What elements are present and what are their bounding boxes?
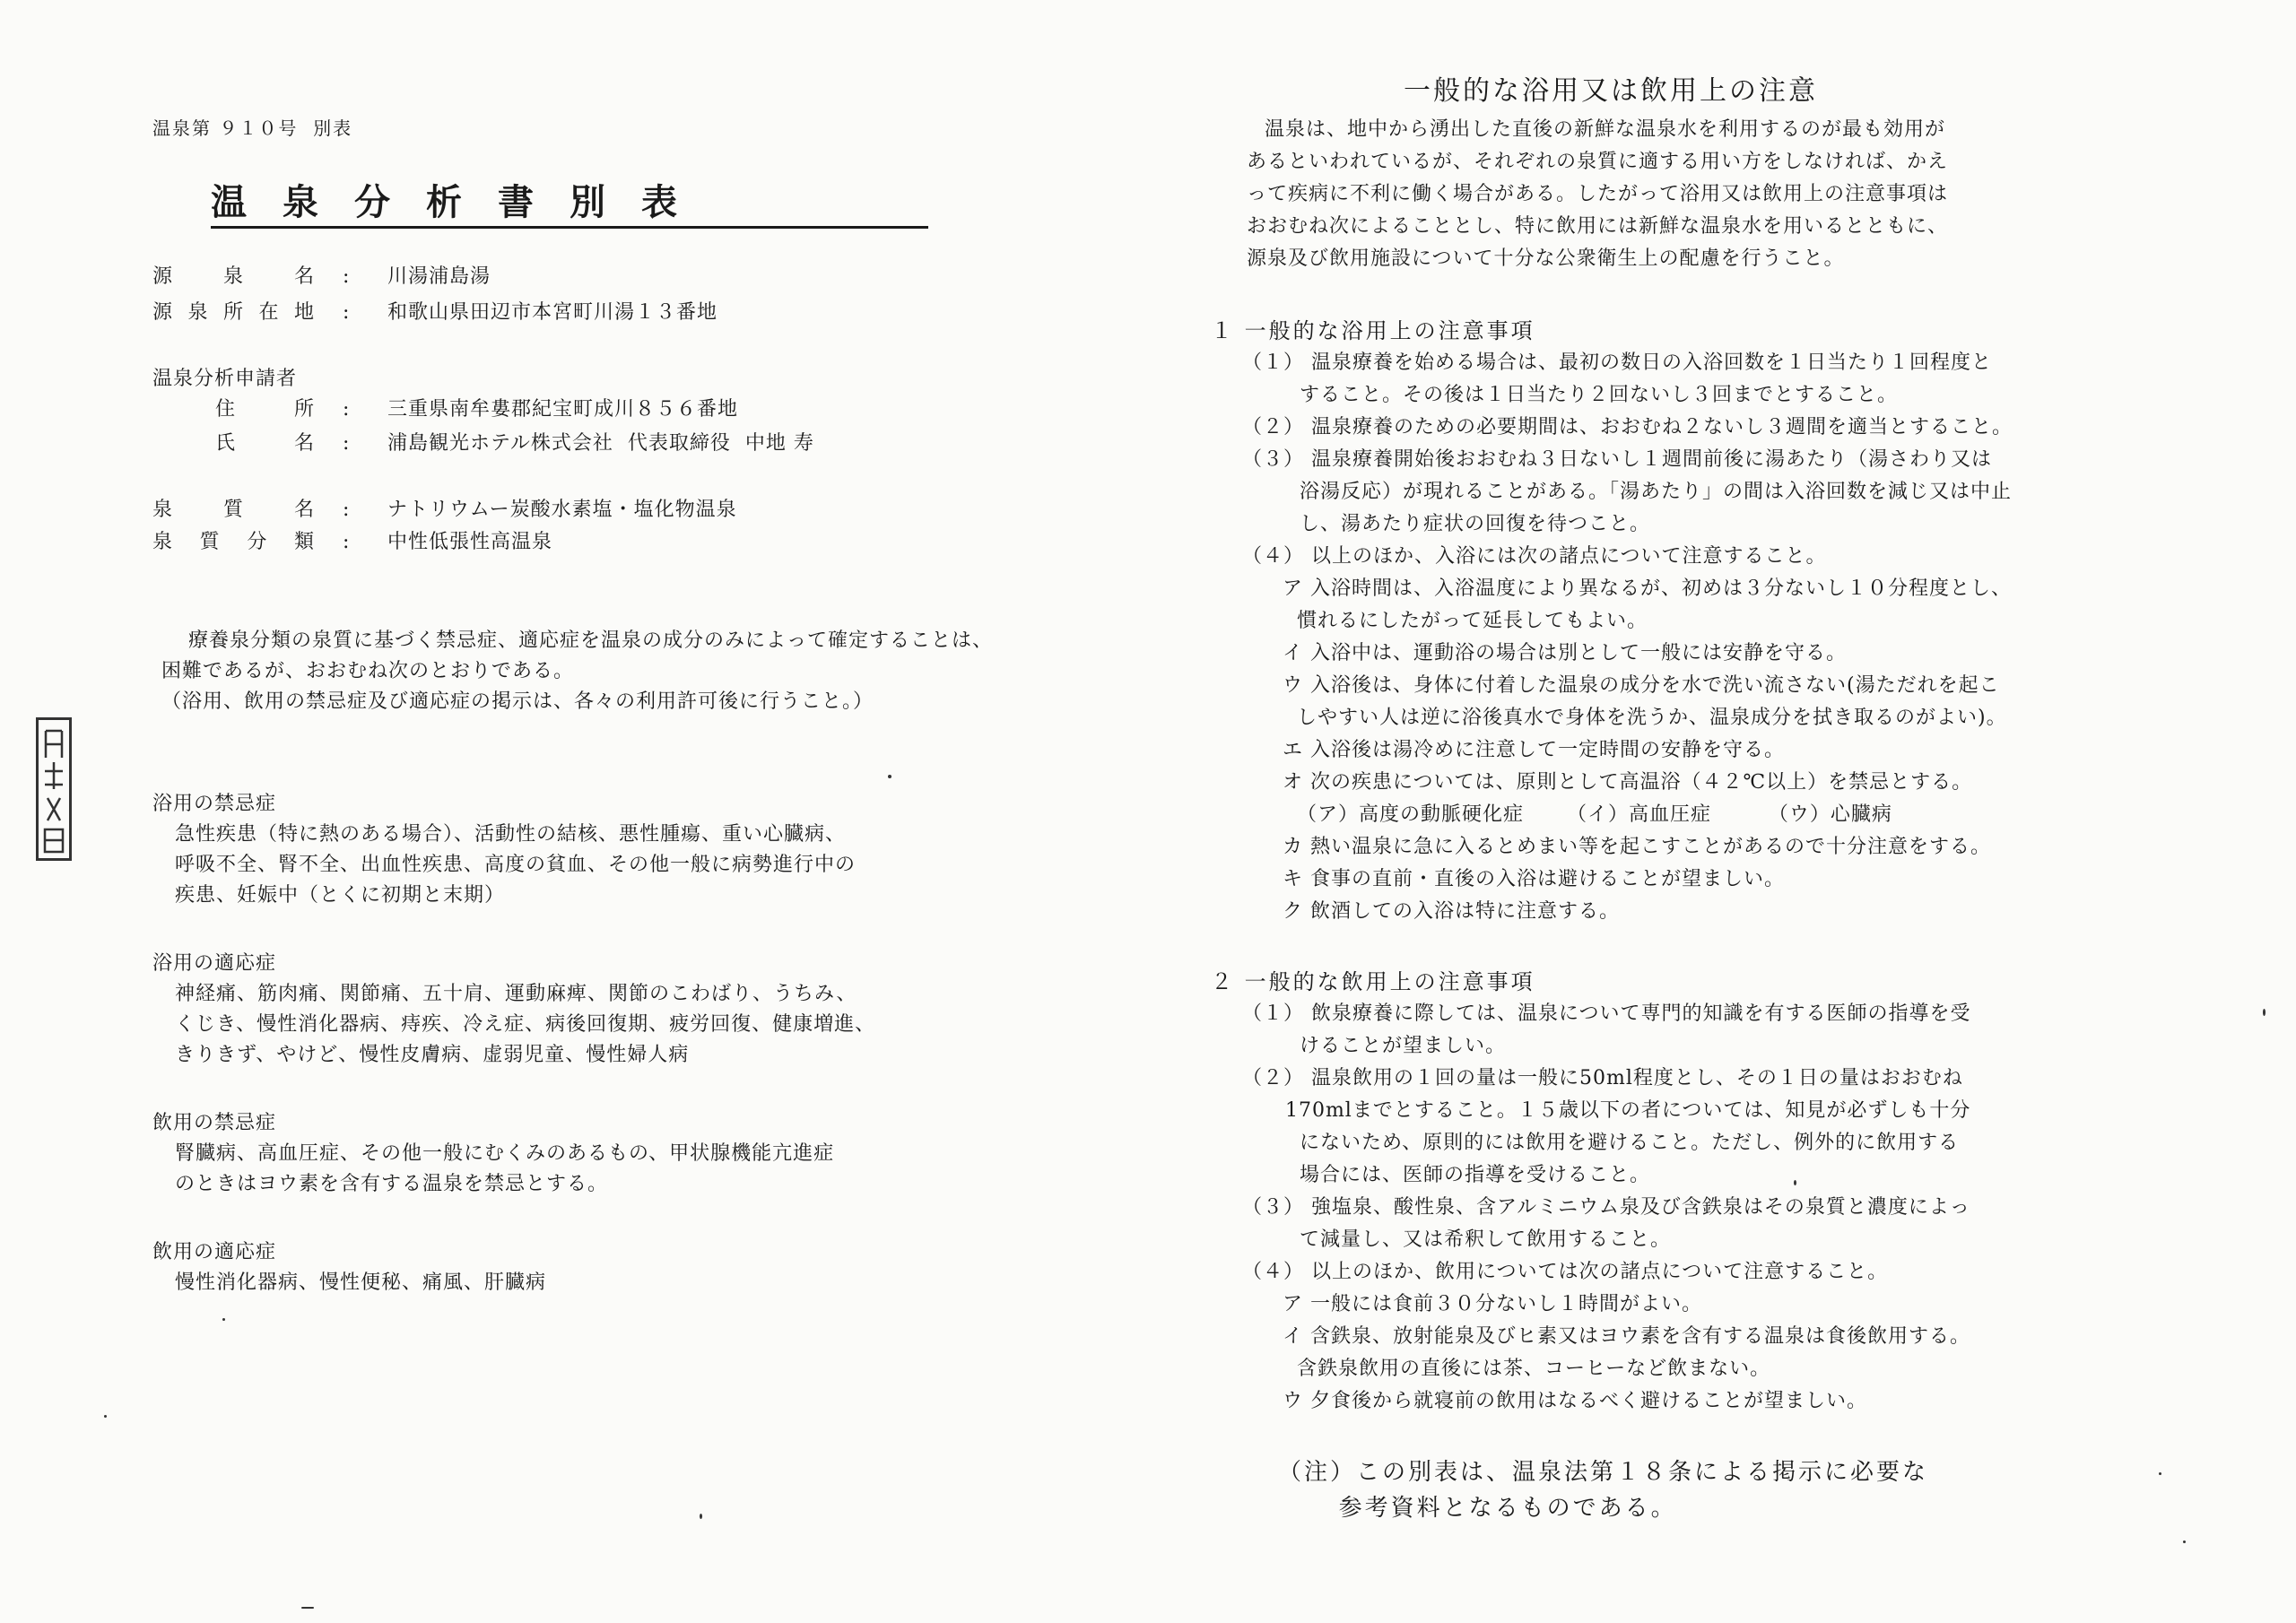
- scan-speck: [1794, 1180, 1796, 1185]
- bath-item: （２） 温泉療養のための必要期間は、おおむね２ないし３週間を適当とすること。: [1242, 416, 2013, 438]
- field-separator: :: [343, 432, 350, 455]
- drink-subitem: 含鉄泉飲用の直後には茶、コーヒーなど飲まない。: [1283, 1358, 1771, 1380]
- section-line: 急性疾患（特に熱のある場合）、活動性の結核、悪性腫瘍、重い心臓病、: [175, 823, 847, 846]
- bath-subitem: ア 入浴時間は、入浴温度により異なるが、初めは３分ないし１０分程度とし、: [1283, 577, 2012, 600]
- drink-item: けることが望ましい。: [1242, 1035, 1506, 1057]
- bath-item: 浴湯反応）が現れることがある。「湯あたり」の間は入浴回数を減じ又は中止: [1242, 481, 2012, 503]
- intro-line: 困難であるが、おおむね次のとおりである。: [161, 660, 575, 682]
- bath-subitem: エ 入浴後は湯冷めに注意して一定時間の安静を守る。: [1283, 739, 1785, 761]
- intro-line: あるといわれているが、それぞれの泉質に適する用い方をしなければ、かえ: [1247, 151, 1949, 173]
- bath-item: （４） 以上のほか、入浴には次の諸点について注意すること。: [1242, 545, 1827, 568]
- field-label: 住所: [215, 398, 314, 421]
- drink-item: （２） 温泉飲用の１回の量は一般に50ml程度とし、その１日の量はおおむね: [1242, 1067, 1963, 1089]
- bath-subitem: イ 入浴中は、運動浴の場合は別として一般には安静を守る。: [1283, 642, 1847, 664]
- document-title: 温泉分析書別表: [211, 179, 928, 229]
- field-value: 三重県南牟婁郡紀宝町成川８５６番地: [387, 398, 739, 421]
- section-line: くじき、慢性消化器病、痔疾、冷え症、病後回復期、疲労回復、健康増進、: [175, 1013, 876, 1036]
- bath-subitem: キ 食事の直前・直後の入浴は避けることが望ましい。: [1283, 868, 1785, 890]
- section-line: 神経痛、筋肉痛、関節痛、五十肩、運動麻痺、関節のこわばり、うちみ、: [175, 983, 857, 1005]
- field-separator: :: [343, 265, 350, 288]
- field-value: 和歌山県田辺市本宮町川湯１３番地: [387, 301, 718, 324]
- drink-item: （４） 以上のほか、飲用については次の諸点について注意すること。: [1242, 1261, 1889, 1283]
- field-label: 源泉所在地: [152, 301, 314, 324]
- drink-subitem: イ 含鉄泉、放射能泉及びヒ素又はヨウ素を含有する温泉は食後飲用する。: [1283, 1325, 1970, 1348]
- drink-item: 場合には、医師の指導を受けること。: [1242, 1164, 1650, 1186]
- drink-subitem: ア 一般には食前３０分ないし１時間がよい。: [1283, 1293, 1702, 1315]
- drink-item: （１） 飲泉療養に際しては、温泉について専門的知識を有する医師の指導を受: [1242, 1002, 1971, 1025]
- section-heading-bath-indications: 浴用の適応症: [152, 952, 277, 975]
- bath-item: （３） 温泉療養開始後おおむね３日ないし１週間前後に湯あたり（湯さわり又は: [1242, 448, 1992, 471]
- section-line: 慢性消化器病、慢性便秘、痛風、肝臓病: [175, 1271, 547, 1294]
- drink-item: 170mlまでとすること。１５歳以下の者については、知見が必ずしも十分: [1242, 1099, 1971, 1122]
- section-line: 呼吸不全、腎不全、出血性疾患、高度の貧血、その他一般に病勢進行中の: [175, 854, 857, 876]
- scan-speck: [888, 775, 891, 778]
- bath-item: すること。その後は１日当たり２回ないし３回までとすること。: [1242, 384, 1898, 406]
- intro-line: （浴用、飲用の禁忌症及び適応症の掲示は、各々の利用許可後に行うこと。）: [161, 690, 874, 713]
- drink-item: にないため、原則的には飲用を避けること。ただし、例外的に飲用する: [1242, 1132, 1960, 1154]
- field-separator: :: [343, 499, 350, 521]
- intro-line: 温泉は、地中から湧出した直後の新鮮な温泉水を利用するのが最も効用が: [1265, 118, 1946, 141]
- intro-line: 源泉及び飲用施設について十分な公衆衛生上の配慮を行うこと。: [1247, 247, 1845, 270]
- bath-subitem: オ 次の疾患については、原則として高温浴（４２℃以上）を禁忌とする。: [1283, 771, 1973, 794]
- section-line: 腎臓病、高血圧症、その他一般にむくみのあるもの、甲状腺機能亢進症: [175, 1142, 835, 1165]
- section-line: きりきず、やけど、慢性皮膚病、虚弱児童、慢性婦人病: [175, 1044, 690, 1066]
- bath-subitem: ウ 入浴後は、身体に付着した温泉の成分を水で洗い流さない(湯ただれを起こ: [1283, 674, 2000, 697]
- field-label: 源泉名: [152, 265, 314, 288]
- field-label: 泉質分類: [152, 531, 314, 553]
- section-heading-bath-contraindications: 浴用の禁忌症: [152, 793, 277, 815]
- field-separator: :: [343, 398, 350, 421]
- footnote-line: 参考資料となるものである。: [1278, 1495, 1677, 1522]
- scan-speck: [700, 1514, 702, 1519]
- field-separator: :: [343, 531, 350, 553]
- document-number: 温泉第 ９１０号 別表: [152, 117, 353, 139]
- intro-line: って疾病に不利に働く場合がある。したがって浴用又は飲用上の注意事項は: [1247, 183, 1949, 205]
- bath-subitem: カ 熱い温泉に急に入るとめまい等を起こすことがあるので十分注意をする。: [1283, 836, 1991, 858]
- field-separator: :: [343, 301, 350, 324]
- scan-speck: [2263, 1009, 2266, 1016]
- bath-subitem: 慣れるにしたがって延長してもよい。: [1283, 610, 1648, 632]
- field-label: 泉質名: [152, 499, 314, 521]
- scan-speck: [2159, 1472, 2161, 1475]
- drink-subitem: ウ 夕食後から就寝前の飲用はなるべく避けることが望ましい。: [1283, 1390, 1867, 1412]
- drink-notes-heading: ２ 一般的な飲用上の注意事項: [1211, 969, 1535, 994]
- seal-stamp: [36, 717, 72, 861]
- bath-item: し、湯あたり症状の回復を待つこと。: [1242, 513, 1650, 535]
- field-value: 中性低張性高温泉: [387, 531, 553, 553]
- section-heading-drink-contraindications: 飲用の禁忌症: [152, 1112, 277, 1134]
- right-page: [1148, 0, 2296, 1623]
- intro-line: おおむね次によることとし、特に飲用には新鮮な温泉水を用いるとともに、: [1247, 215, 1949, 238]
- bath-subitem: しやすい人は逆に浴後真水で身体を洗うか、温泉成分を拭き取るのがよい)。: [1283, 707, 2007, 729]
- notes-title: 一般的な浴用又は飲用上の注意: [1404, 75, 1818, 107]
- drink-item: （３） 強塩泉、酸性泉、含アルミニウム泉及び含鉄泉はその泉質と濃度によっ: [1242, 1196, 1970, 1219]
- footnote-line: （注）この別表は、温泉法第１８条による掲示に必要な: [1278, 1459, 1929, 1486]
- scan-speck: [2183, 1541, 2186, 1543]
- section-heading-drink-indications: 飲用の適応症: [152, 1241, 277, 1263]
- bath-subitem: ク 飲酒しての入浴は特に注意する。: [1283, 900, 1620, 923]
- scan-speck: [104, 1415, 107, 1418]
- bath-notes-heading: １ 一般的な浴用上の注意事項: [1211, 318, 1535, 343]
- scan-speck: [222, 1318, 225, 1321]
- bath-item: （１） 温泉療養を始める場合は、最初の数日の入浴回数を１日当たり１回程度と: [1242, 352, 1992, 374]
- field-value: ナトリウムー炭酸水素塩・塩化物温泉: [387, 499, 737, 521]
- scan-speck: [301, 1607, 314, 1609]
- section-line: 疾患、妊娠中（とくに初期と末期）: [175, 884, 506, 907]
- field-value: 浦島観光ホテル株式会社 代表取締役 中地 寿: [387, 432, 814, 455]
- drink-item: て減量し、又は希釈して飲用すること。: [1242, 1228, 1671, 1251]
- field-value: 川湯浦島湯: [387, 265, 491, 288]
- intro-line: 療養泉分類の泉質に基づく禁忌症、適応症を温泉の成分のみによって確定することは、: [188, 629, 994, 652]
- field-label: 氏名: [215, 432, 314, 455]
- section-line: のときはヨウ素を含有する温泉を禁忌とする。: [175, 1173, 609, 1195]
- bath-subitem: （ア）高度の動脈硬化症 （イ）高血圧症 （ウ）心臓病: [1283, 803, 1892, 826]
- applicant-heading: 温泉分析申請者: [152, 368, 298, 390]
